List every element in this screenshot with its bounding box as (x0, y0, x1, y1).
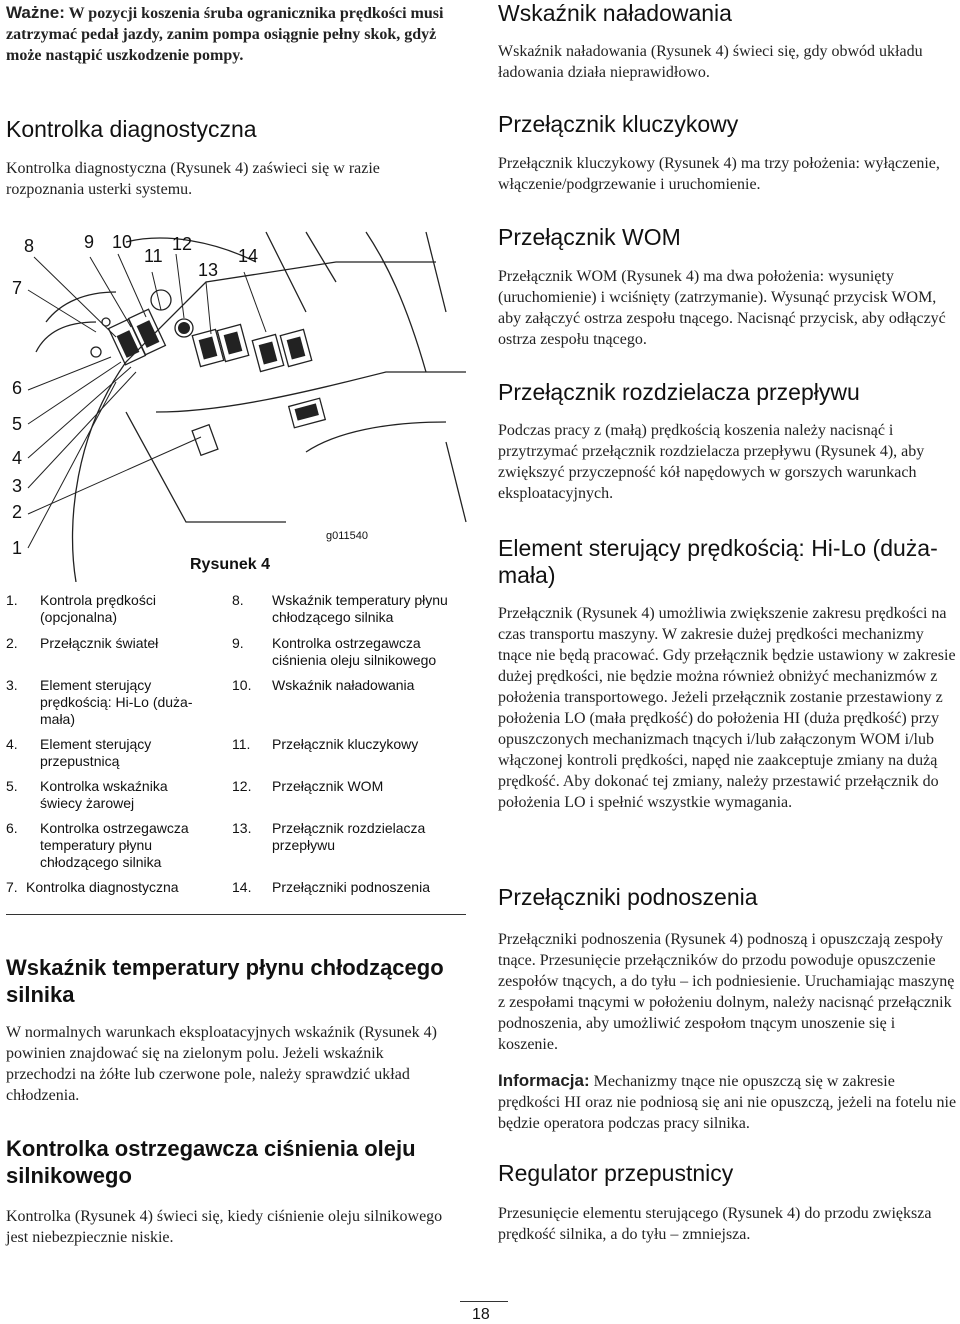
charge-text: Wskaźnik naładowania (Rysunek 4) świeci się, gdy obwód układu ładowania działa nieprawidłowo. (498, 43, 923, 81)
page-number-rule (460, 1301, 508, 1302)
diag-heading: Kontrolka diagnostyczna (6, 116, 257, 142)
callout-10: 10 (112, 232, 133, 252)
hilo-text: Przełącznik (Rysunek 4) umożliwia zwiększenie zakresu prędkości na czas transportu maszyny. W zakresie dużej prędkości mechanizmy tnące nie będą pracować. Gdy przełącznik będzie ustawiony w zakresie dużej prędkości, nie będzie można również obniżyć mechanizmów z położenia transportowego. Jeżeli przełącznik zostanie przestawiony z położenia LO (mała prędkość) do położenia HI (duża prędkość) przy opuszczonych mechanizmach tnących i/lub załączonym WOM i/lub włączonej kontroli prędkości, napęd nie zaakceptuje zmiany na dużą prędkość. Aby dokonać tej zmiany, należy przestawić przełącznik do położenia LO i spełnić wszystkie wymagania. (498, 605, 956, 811)
flow-text: Podczas pracy z (małą) prędkością koszenia należy nacisnąć i przytrzymać przełącznik rozdzielacza przepływu (Rysunek 4), aby zwiększyć przyczepność kół napędowych w gorszych warunkach eksploatacyjnych. (498, 422, 925, 502)
figure-caption: Rysunek 4 (190, 556, 271, 573)
callout-8: 8 (24, 236, 35, 256)
diag-text: Kontrolka diagnostyczna (Rysunek 4) zaświeci się w razie rozpoznania usterki systemu. (6, 160, 380, 198)
figure-code: g011540 (326, 530, 369, 542)
charge-heading: Wskaźnik naładowania (498, 0, 732, 26)
pto-text: Przełącznik WOM (Rysunek 4) ma dwa położenia: wysunięty (uruchomienie) i wciśnięty (zatrzymanie). Wysunąć przycisk WOM, aby załączyć ostrza zespołu tnącego. Nacisnąć przycisk, aby odłączyć ostrza zespołu tnącego. (498, 268, 946, 348)
callout-9: 9 (84, 232, 95, 252)
hilo-heading: Element sterujący prędkością: Hi-Lo (duża-mała) (498, 535, 938, 588)
callout-14: 14 (238, 246, 259, 266)
warning-text: W pozycji koszenia śruba ogranicznika prędkości musi zatrzymać pedał jazdy, zanim pompa osiągnie pełny skok, gdyż może nastąpić uszkodzenie pompy. (6, 5, 444, 64)
callout-4: 4 (12, 448, 23, 468)
callout-1: 1 (12, 538, 23, 558)
callout-13: 13 (198, 260, 219, 280)
coolant-text: W normalnych warunkach eksploatacyjnych wskaźnik (Rysunek 4) powinien znajdować się na zielonym polu. Jeżeli wskaźnik przechodzi na żółte lub czerwone pole, należy sprawdzić układ chłodzenia. (6, 1024, 437, 1104)
callout-11: 11 (144, 246, 163, 266)
info-text: Mechanizmy tnące nie opuszczą się w zakresie prędkości HI oraz nie podniosą się ani nie opuszczą, jeżeli na fotelu nie będzie operatora podczas pracy silnika. (498, 1073, 957, 1132)
throttle-heading: Regulator przepustnicy (498, 1160, 734, 1186)
key-text: Przełącznik kluczykowy (Rysunek 4) ma trzy położenia: wyłączenie, włączenie/podgrzewanie i uruchomienie. (498, 155, 940, 193)
dashboard-illustration (6, 222, 470, 582)
key-heading: Przełącznik kluczykowy (498, 111, 739, 137)
page-number: 18 (472, 1306, 490, 1323)
lift-heading: Przełączniki podnoszenia (498, 884, 758, 910)
coolant-heading: Wskaźnik temperatury płynu chłodzącego silnika (6, 955, 444, 1007)
oil-heading: Kontrolka ostrzegawcza ciśnienia oleju silnikowego (6, 1136, 416, 1188)
oil-text: Kontrolka (Rysunek 4) świeci się, kiedy ciśnienie oleju silnikowego jest niebezpiecznie niskie. (6, 1208, 443, 1246)
info-label: Informacja: (498, 1071, 590, 1090)
legend-item-1: 1. Kontrola prędkości (opcjonalna) (6, 592, 156, 625)
callout-2: 2 (12, 502, 23, 522)
legend-divider (6, 914, 466, 915)
throttle-text: Przesunięcie elementu sterującego (Rysunek 4) do przodu zwiększa prędkość silnika, a do tyłu – zmniejsza. (498, 1205, 932, 1243)
callout-5: 5 (12, 414, 23, 434)
callout-12: 12 (172, 234, 193, 254)
callout-7: 7 (12, 278, 23, 298)
warning-note (6, 2, 462, 66)
callout-6: 6 (12, 378, 23, 398)
info-note (498, 1070, 958, 1134)
flow-heading: Przełącznik rozdzielacza przepływu (498, 379, 860, 405)
warning-label: Ważne: (6, 3, 65, 22)
pto-heading: Przełącznik WOM (498, 224, 681, 250)
callout-3: 3 (12, 476, 23, 496)
figure-4 (6, 222, 470, 582)
lift-text: Przełączniki podnoszenia (Rysunek 4) podnoszą i opuszczają zespoły tnące. Przesunięcie przełączników do przodu powoduje opuszczenie zespołów tnących, a do tyłu – ich podniesienie. Uruchamiając maszynę z zespołami tnącymi w położeniu dolnym, należy nacisnąć przełącznik podnoszenia, aby umożliwić zespołom tnącym unoszenie się i koszenie. (498, 931, 955, 1053)
